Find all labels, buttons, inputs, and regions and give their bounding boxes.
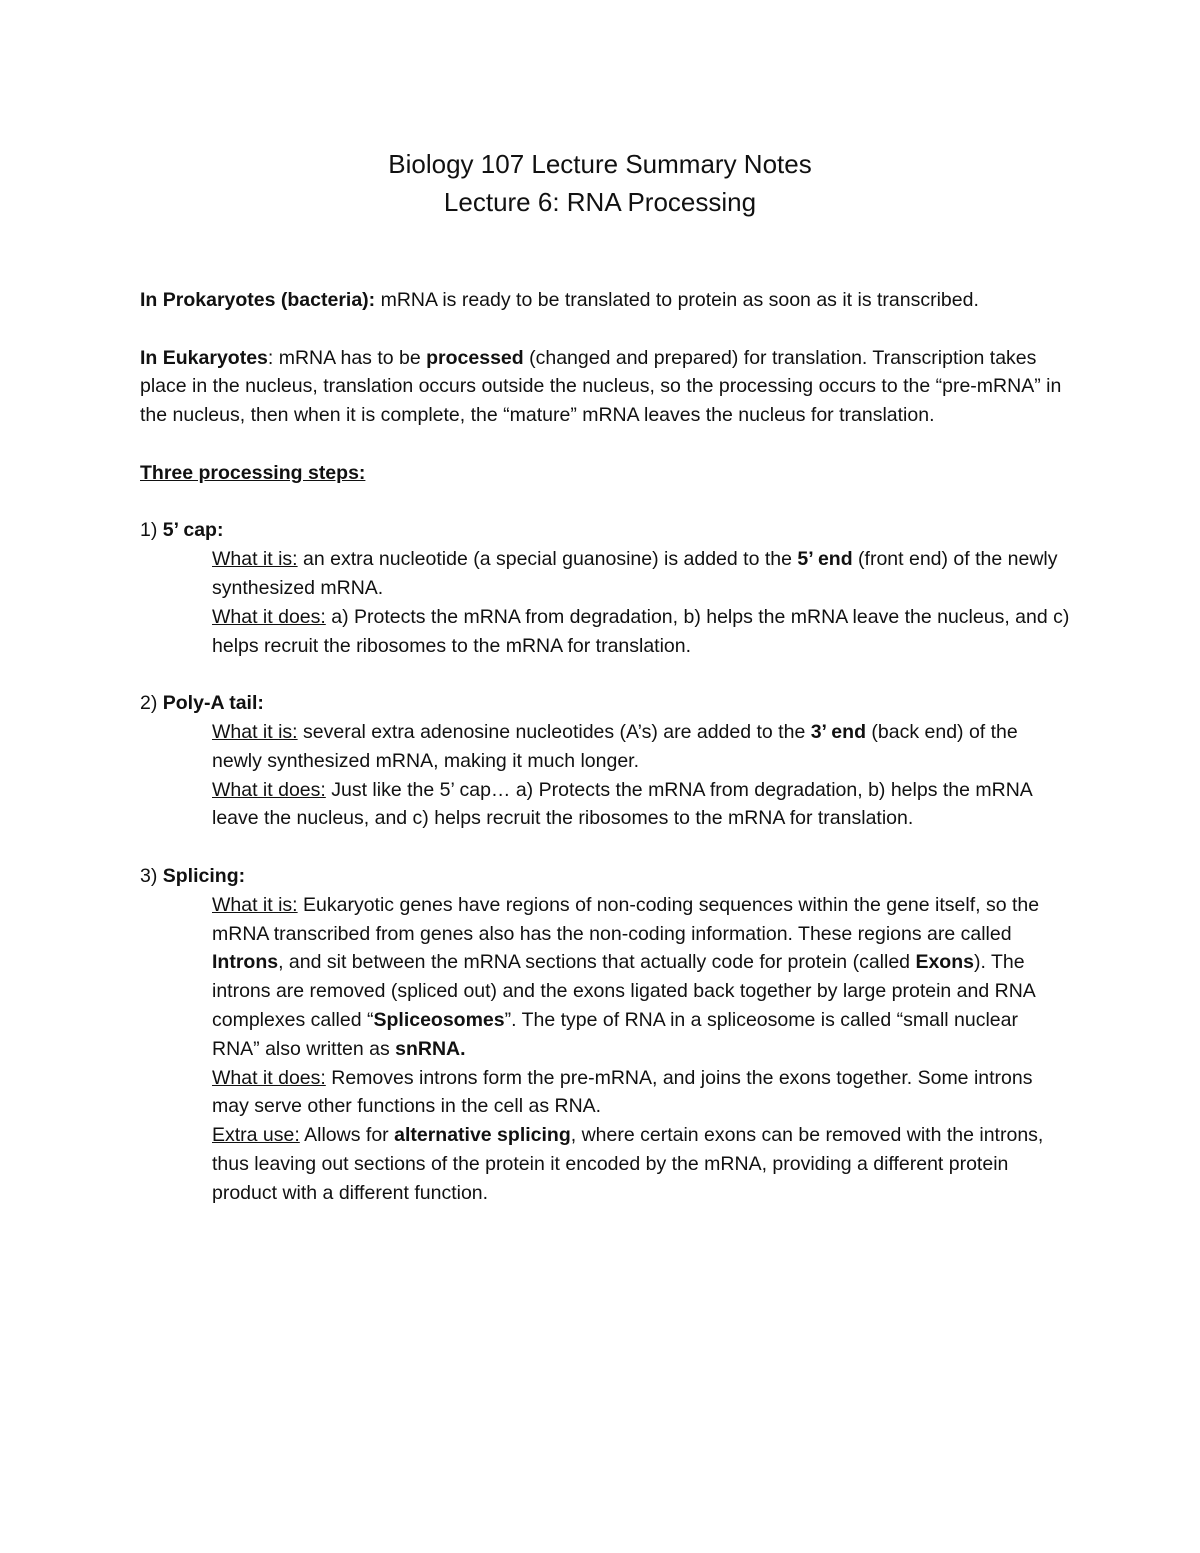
eukaryotes-text-a: : mRNA has to be [267,346,427,369]
step2-heading [140,689,1070,718]
step1-number: 1) [140,519,163,542]
step2-number: 2) [140,692,163,715]
step3-number: 3) [140,864,163,887]
what-it-does-label: What it does: [212,1066,326,1089]
title-block [0,145,1200,221]
eukaryotes-text-b: (changed and prepared) for translation. Transcription takes place in the nucleus, translation occurs outside the nucleus, so the processing occurs to the “pre-mRNA” in the nucleus, then when it is complete, the “mature” mRNA leaves the nucleus for translation. [140,346,1062,427]
processed-term: processed [426,346,524,369]
step2-what-it-is-a: several extra adenosine nucleotides (A’s) are added to the [297,720,811,743]
step3-details [140,891,1070,1208]
step1-what-it-is-a: an extra nucleotide (a special guanosine) is added to the [297,548,798,571]
what-it-does-label: What it does: [212,605,326,628]
step3-name: Splicing: [162,864,246,887]
step3-what-it-is-a: Eukaryotic genes have regions of non-coding sequences within the gene itself, so the mRNA transcribed from genes also has the non-coding information. These regions are called [212,893,1040,945]
document-title: Biology 107 Lecture Summary Notes [388,149,812,179]
alternative-splicing-term: alternative splicing [394,1124,571,1147]
what-it-is-label: What it is: [212,548,298,571]
snrna-term: snRNA. [395,1037,466,1060]
step2-name: Poly-A tail: [162,692,264,715]
spliceosomes-term: Spliceosomes [373,1008,505,1031]
what-it-does-label: What it does: [212,778,326,801]
introns-term: Introns [212,951,279,974]
step1-details [140,545,1070,660]
step1-what-it-is [212,545,1070,603]
step3-what-it-is-d: ”. The type of RNA in a spliceosome is called “small nuclear RNA” also written as [212,1008,1018,1060]
step2-what-it-does [212,776,1070,834]
step3-what-it-is [212,891,1070,1064]
step1-what-it-is-b: (front end) of the newly synthesized mRNA. [212,548,1058,599]
step2-details [140,718,1070,833]
step3-extra-use-b: , where certain exons can be removed with the introns, thus leaving out sections of the protein it encoded by the mRNA, providing a different protein product with a different function. [212,1124,1044,1204]
step1-heading [140,516,1070,545]
document-body [140,286,1070,1208]
step3-what-it-is-c: ). The introns are removed (spliced out) and the exons ligated back together by large protein and RNA complexes called “ [212,951,1035,1031]
prokaryotes-paragraph [140,286,1070,315]
step3-what-it-does [212,1064,1070,1122]
steps-heading-text: Three processing steps: [140,461,366,484]
step3-what-it-does-text: Removes introns form the pre-mRNA, and joins the exons together. Some introns may serve other functions in the cell as RNA. [212,1066,1033,1118]
eukaryotes-label: In Eukaryotes [140,346,268,369]
exons-term: Exons [915,951,974,974]
step2-what-it-is [212,718,1070,776]
step3-heading [140,862,1070,891]
what-it-is-label: What it is: [212,720,298,743]
document-subtitle: Lecture 6: RNA Processing [443,187,757,217]
extra-use-label: Extra use: [212,1124,300,1147]
three-prime-end-term: 3’ end [810,720,866,743]
step3-extra-use-a: Allows for [299,1124,395,1147]
step3-what-it-is-b: , and sit between the mRNA sections that actually code for protein (called [278,951,916,974]
step1-what-it-does [212,603,1070,661]
step3-extra-use [212,1121,1070,1207]
five-prime-end-term: 5’ end [797,548,853,571]
step1-what-it-does-text: a) Protects the mRNA from degradation, b) helps the mRNA leave the nucleus, and c) helps recruit the ribosomes to the mRNA for translation. [212,605,1070,657]
step1-name: 5’ cap: [162,519,224,542]
steps-heading [140,459,1070,488]
step2-what-it-is-b: (back end) of the newly synthesized mRNA, making it much longer. [212,720,1018,772]
what-it-is-label: What it is: [212,893,298,916]
prokaryotes-text: mRNA is ready to be translated to protein as soon as it is transcribed. [375,289,979,311]
prokaryotes-label: In Prokaryotes (bacteria): [140,289,376,311]
eukaryotes-paragraph [140,344,1070,430]
step2-what-it-does-text: Just like the 5’ cap… a) Protects the mRNA from degradation, b) helps the mRNA leave the nucleus, and c) helps recruit the ribosomes to the mRNA for translation. [212,778,1032,830]
